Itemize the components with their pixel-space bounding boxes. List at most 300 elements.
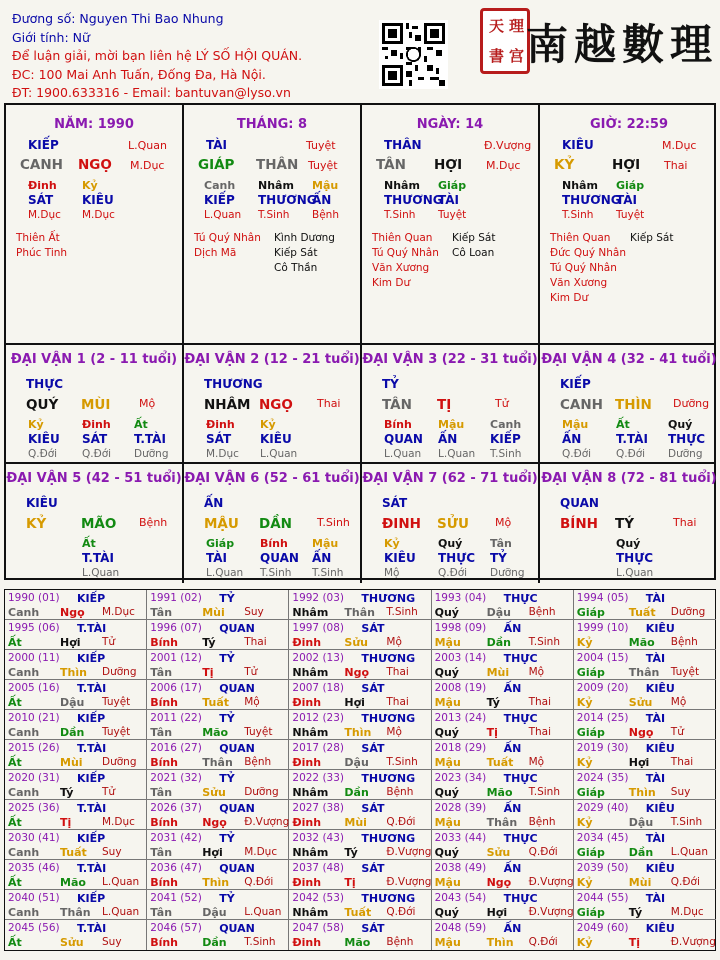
year-stage: L.Quan (670, 846, 708, 858)
dai-van-stage: Mộ (495, 516, 512, 529)
hidden-stem: Quý (616, 537, 641, 550)
year-stem: Quý (434, 726, 459, 739)
year-ten-god: KIẾP (77, 832, 106, 845)
year-cell (574, 740, 716, 770)
year-stem: Bính (150, 816, 179, 829)
year-branch: Thân (486, 816, 518, 829)
year-label: 2005 (16) (8, 682, 60, 694)
year-label: 2006 (17) (150, 682, 202, 694)
hidden-ten-god: T.TÀI (134, 432, 166, 446)
year-ten-god: KIẾP (77, 772, 106, 785)
year-label: 2042 (53) (292, 892, 345, 904)
year-stem: Nhâm (292, 846, 329, 859)
star-item: Tú Quý Nhân (372, 247, 439, 259)
year-stem: Mậu (434, 636, 461, 649)
year-stage: Mộ (528, 666, 545, 678)
pillar-title: NGÀY: 14 (416, 117, 484, 132)
hidden-stage: M.Dục (28, 209, 61, 221)
year-cell (432, 680, 574, 710)
year-cell (5, 890, 147, 920)
hidden-stem: Mậu (562, 418, 589, 431)
year-ten-god: SÁT (361, 922, 385, 935)
hidden-stem: Mậu (312, 179, 339, 192)
year-branch: Tị (486, 726, 498, 739)
address: ĐC: 100 Mai Anh Tuấn, Đống Đa, Hà Nội. (12, 66, 266, 82)
year-label: 2015 (26) (8, 742, 60, 754)
year-cell (289, 800, 431, 830)
year-label: 1993 (04) (434, 592, 487, 604)
year-branch: Hợi (628, 756, 650, 769)
year-cell (289, 740, 431, 770)
hidden-stage: Dưỡng (134, 448, 169, 460)
year-cell (289, 680, 431, 710)
year-label: 1997 (08) (292, 622, 345, 634)
year-stage: Suy (244, 606, 264, 618)
year-branch: Mão (486, 786, 513, 799)
pillar-title: THÁNG: 8 (236, 117, 308, 132)
dai-van-stem: BÍNH (560, 516, 598, 532)
hidden-ten-god: ẤN (312, 551, 332, 565)
hidden-ten-god: KIÊU (82, 193, 114, 207)
year-stem: Quý (434, 786, 459, 799)
year-stage: Bệnh (386, 786, 414, 798)
year-stem: Tân (150, 606, 173, 619)
year-label: 2034 (45) (576, 832, 629, 844)
hidden-stem: Kỷ (384, 537, 400, 550)
year-stage: Thai (670, 756, 694, 768)
hidden-stage: L.Quan (82, 567, 120, 579)
year-cell (147, 860, 289, 890)
year-stage: Thai (386, 696, 409, 708)
year-ten-god: THỰC (503, 712, 538, 725)
year-stage: Mộ (244, 696, 260, 708)
year-stem: Bính (150, 756, 179, 769)
star-item: Văn Xương (372, 262, 430, 274)
hidden-stage: Dưỡng (668, 448, 703, 460)
pillar-stage: Tuyệt (306, 139, 336, 152)
year-label: 2014 (25) (576, 712, 629, 724)
year-label: 2037 (48) (292, 862, 345, 874)
pillar-stem: KỶ (554, 157, 575, 173)
year-label: 2041 (52) (150, 892, 202, 904)
hidden-stage: Bệnh (312, 209, 339, 221)
dai-van-ten-god: KIẾP (560, 377, 591, 391)
year-label: 2000 (11) (8, 652, 60, 664)
hidden-stem: Ất (82, 537, 96, 550)
year-branch: Thân (628, 666, 660, 679)
hidden-stem: Quý (668, 418, 693, 431)
year-cell (574, 860, 716, 890)
hidden-stage: L.Quan (384, 448, 422, 460)
year-ten-god: T.TÀI (77, 622, 107, 635)
year-stem: Đinh (292, 636, 322, 649)
hidden-ten-god: THƯƠNG (258, 193, 317, 207)
hidden-stage: Q.Đới (562, 448, 592, 460)
year-stem: Bính (150, 876, 179, 889)
year-ten-god: QUAN (219, 802, 255, 815)
hidden-ten-god: THỰC (668, 432, 706, 446)
year-ten-god: TÀI (645, 772, 666, 785)
year-label: 2019 (30) (576, 742, 629, 754)
hidden-stem: Quý (438, 537, 463, 550)
year-cell (5, 800, 147, 830)
year-branch: Dậu (486, 606, 511, 619)
pillar-branch-stage: M.Dục (130, 159, 165, 172)
dai-van-ten-god: KIÊU (26, 496, 58, 510)
year-stem: Ất (8, 936, 22, 949)
year-ten-god: T.TÀI (77, 742, 107, 755)
hidden-ten-god: ẤN (438, 432, 458, 446)
year-branch: Hợi (202, 846, 223, 859)
year-stage: T.Sinh (386, 756, 418, 768)
year-cell (147, 680, 289, 710)
pillar-branch-stage: Thai (664, 159, 688, 172)
dai-van-stage: T.Sinh (317, 516, 350, 529)
year-stem: Đinh (292, 756, 322, 769)
year-label: 2049 (60) (576, 922, 629, 934)
year-cell (432, 770, 574, 800)
dai-van-branch: DẦN (259, 516, 292, 532)
year-stage: Dưỡng (102, 666, 137, 678)
year-stage: Suy (102, 846, 122, 858)
year-stem: Tân (150, 726, 173, 739)
year-stem: Đinh (292, 816, 322, 829)
year-branch: Mão (344, 936, 371, 949)
hidden-ten-god: KIÊU (28, 432, 60, 446)
dai-van-cell (184, 464, 362, 583)
year-branch: Ngọ (202, 816, 227, 829)
year-stage: Tử (102, 786, 116, 798)
dai-van-title: ĐẠI VẬN 2 (12 - 21 tuổi) (184, 352, 360, 367)
hidden-stem: Giáp (206, 537, 235, 550)
year-cell (432, 830, 574, 860)
year-ten-god: THƯƠNG (361, 592, 416, 605)
year-label: 2012 (23) (292, 712, 345, 724)
year-stage: L.Quan (102, 876, 140, 888)
year-stage: M.Dục (244, 846, 278, 858)
header-info (12, 10, 372, 103)
hidden-ten-god: QUAN (260, 551, 299, 565)
year-stage: T.Sinh (670, 816, 703, 828)
dai-van-ten-god: TỶ (382, 377, 399, 391)
year-label: 2018 (29) (434, 742, 487, 754)
year-ten-god: QUAN (219, 922, 255, 935)
hidden-stem: Mậu (438, 418, 465, 431)
hidden-ten-god: SÁT (82, 432, 108, 446)
year-stem: Kỷ (576, 876, 593, 889)
year-stage: Mộ (670, 696, 687, 708)
year-stem: Tân (150, 906, 173, 919)
star-item: Kiếp Sát (274, 247, 318, 259)
year-ten-god: QUAN (219, 862, 255, 875)
hidden-stage: Dưỡng (490, 567, 525, 579)
dai-van-cell (6, 464, 184, 583)
pillar-branch: HỢI (612, 157, 641, 173)
year-stage: Đ.Vượng (528, 906, 574, 918)
year-cell (147, 590, 289, 620)
year-branch: Thìn (60, 666, 87, 679)
star-item: Cô Thần (274, 262, 318, 274)
year-cell (432, 890, 574, 920)
year-ten-god: KIÊU (645, 862, 675, 875)
year-stage: Tuyệt (670, 666, 700, 678)
year-stem: Giáp (576, 726, 605, 739)
year-stage: L.Quan (102, 906, 140, 918)
year-branch: Tuất (628, 606, 656, 619)
year-stem: Quý (434, 606, 459, 619)
year-branch: Tị (202, 666, 214, 679)
year-ten-god: TỶ (219, 892, 235, 905)
hidden-stem: Đinh (28, 179, 57, 192)
year-label: 1995 (06) (8, 622, 60, 634)
star-item: Đức Quý Nhân (550, 247, 626, 259)
year-label: 2047 (58) (292, 922, 345, 934)
star-item: Kình Dương (274, 232, 335, 244)
year-label: 1996 (07) (150, 622, 202, 634)
year-stage: Thai (528, 726, 552, 738)
dai-van-cell (6, 345, 184, 464)
year-branch: Mão (202, 726, 229, 739)
year-label: 2013 (24) (434, 712, 487, 724)
star-item: Tú Quý Nhân (550, 262, 617, 274)
year-stem: Giáp (576, 906, 605, 919)
year-branch: Hợi (486, 906, 508, 919)
hidden-stage: Q.Đới (82, 448, 112, 460)
hidden-ten-god: SÁT (206, 432, 232, 446)
year-branch: Ngọ (344, 666, 370, 679)
year-ten-god: KIÊU (645, 922, 675, 935)
year-branch: Tị (60, 816, 72, 829)
year-branch: Sửu (202, 786, 226, 799)
year-stem: Giáp (576, 606, 605, 619)
star-item: Thiên Quan (372, 232, 433, 244)
year-cell (147, 830, 289, 860)
year-label: 2021 (32) (150, 772, 202, 784)
star-item: Văn Xương (550, 277, 608, 289)
year-branch: Sửu (628, 696, 653, 709)
dai-van-title: ĐẠI VẬN 4 (32 - 41 tuổi) (541, 352, 717, 367)
year-label: 2024 (35) (576, 772, 629, 784)
year-label: 2009 (20) (576, 682, 629, 694)
year-stem: Ất (8, 636, 22, 649)
year-ten-god: TÀI (645, 592, 666, 605)
hidden-stage: T.Sinh (312, 567, 344, 579)
year-stage: Đ.Vượng (244, 816, 290, 828)
year-label: 2044 (55) (576, 892, 629, 904)
year-cell (289, 890, 431, 920)
pillar-branch: HỢI (434, 157, 463, 173)
year-cell (574, 770, 716, 800)
year-ten-god: TÀI (645, 832, 666, 845)
year-branch: Thìn (344, 726, 372, 739)
dai-van-stem: NHÂM (204, 397, 251, 413)
dai-van-ten-god: ẤN (204, 496, 224, 510)
star-item: Kim Dư (550, 292, 589, 304)
year-cell (147, 710, 289, 740)
annual-luck-table (4, 589, 716, 951)
hidden-stem: Bính (384, 418, 412, 431)
year-stage: Tuyệt (102, 726, 131, 738)
year-ten-god: ẤN (503, 802, 522, 815)
year-stem: Canh (8, 906, 40, 919)
year-stem: Tân (150, 666, 173, 679)
year-ten-god: ẤN (503, 922, 522, 935)
dai-van-stem: CANH (560, 397, 603, 413)
hidden-stage: T.Sinh (260, 567, 292, 579)
hidden-stem: Nhâm (258, 179, 294, 192)
year-ten-god: THỰC (503, 592, 538, 605)
year-cell (5, 860, 147, 890)
year-stem: Ất (8, 696, 22, 709)
hidden-stem: Ất (616, 418, 630, 431)
year-branch: Dần (60, 726, 85, 739)
year-cell (432, 620, 574, 650)
dai-van-branch: SỬU (437, 516, 469, 532)
year-branch: Mùi (344, 816, 367, 829)
year-label: 2027 (38) (292, 802, 345, 814)
year-ten-god: THƯƠNG (361, 892, 416, 905)
year-label: 2008 (19) (434, 682, 487, 694)
year-label: 2043 (54) (434, 892, 487, 904)
star-item: Phúc Tinh (16, 247, 68, 259)
hidden-stage: M.Dục (206, 448, 239, 460)
year-label: 2001 (12) (150, 652, 202, 664)
year-stage: Bệnh (528, 816, 556, 828)
year-branch: Mùi (202, 606, 225, 619)
year-branch: Thân (202, 756, 233, 769)
year-stage: T.Sinh (528, 636, 560, 648)
pillar-column (184, 105, 362, 343)
year-label: 1998 (09) (434, 622, 487, 634)
year-label: 1992 (03) (292, 592, 345, 604)
year-ten-god: QUAN (219, 742, 255, 755)
year-stem: Canh (8, 786, 40, 799)
year-cell (5, 650, 147, 680)
year-label: 1991 (02) (150, 592, 202, 604)
hidden-stage: L.Quan (616, 567, 654, 579)
contact-note: Để luận giải, mời bạn liên hệ LÝ SỐ HỘI QUÁN. (12, 48, 303, 63)
dai-van-stem: ĐINH (382, 516, 421, 532)
pillar-ten-god: TÀI (206, 138, 228, 152)
year-stem: Nhâm (292, 666, 329, 679)
year-stem: Nhâm (292, 906, 329, 919)
year-label: 2030 (41) (8, 832, 60, 844)
dai-van-title: ĐẠI VẬN 3 (22 - 31 tuổi) (362, 352, 538, 367)
pillar-title: GIỜ: 22:59 (590, 117, 668, 132)
star-item: Kim Dư (372, 277, 411, 289)
year-label: 2004 (15) (576, 652, 629, 664)
year-stage: T.Sinh (528, 786, 560, 798)
year-ten-god: KIÊU (645, 622, 675, 635)
year-stem: Mậu (434, 756, 461, 769)
pillar-stage: L.Quan (128, 139, 167, 152)
dai-van-branch: NGỌ (259, 397, 293, 413)
pillar-stem: TÂN (376, 157, 406, 173)
year-label: 2040 (51) (8, 892, 60, 904)
hidden-stage: L.Quan (438, 448, 476, 460)
year-label: 2031 (42) (150, 832, 202, 844)
year-branch: Ngọ (628, 726, 654, 739)
year-ten-god: SÁT (361, 622, 385, 635)
year-label: 2036 (47) (150, 862, 202, 874)
year-branch: Ngọ (60, 606, 85, 619)
dai-van-title: ĐẠI VẬN 7 (62 - 71 tuổi) (362, 471, 538, 486)
hidden-stage: Q.Đới (616, 448, 646, 460)
dai-van-title: ĐẠI VẬN 6 (52 - 61 tuổi) (184, 471, 360, 486)
year-label: 2016 (27) (150, 742, 202, 754)
year-stem: Quý (434, 906, 459, 919)
year-stage: Đ.Vượng (386, 846, 432, 858)
dai-van-stage: Mộ (139, 397, 156, 410)
hidden-ten-god: QUAN (384, 432, 423, 446)
year-cell (5, 680, 147, 710)
year-branch: Thìn (628, 786, 656, 799)
year-cell (574, 620, 716, 650)
hidden-ten-god: KIẾP (490, 432, 521, 446)
pillar-branch-stage: Tuyệt (308, 159, 338, 172)
year-ten-god: KIÊU (645, 682, 675, 695)
year-cell (147, 920, 289, 950)
year-cell (289, 830, 431, 860)
year-branch: Sửu (486, 846, 511, 859)
hidden-ten-god: T.TÀI (82, 551, 114, 565)
dai-van-branch: TỊ (437, 397, 452, 413)
hidden-ten-god: TÀI (438, 193, 460, 207)
year-stem: Giáp (576, 666, 605, 679)
pillar-title: NĂM: 1990 (54, 117, 134, 132)
year-label: 2022 (33) (292, 772, 345, 784)
hidden-ten-god: SÁT (28, 193, 54, 207)
year-stage: M.Dục (102, 816, 135, 828)
year-ten-god: T.TÀI (77, 682, 107, 695)
hidden-stem: Đinh (206, 418, 235, 431)
year-cell (147, 650, 289, 680)
hidden-ten-god: KIÊU (384, 551, 416, 565)
year-stage: Thai (386, 666, 409, 678)
year-stage: Bệnh (386, 936, 414, 948)
year-stem: Canh (8, 606, 40, 619)
year-ten-god: TÀI (645, 652, 666, 665)
year-ten-god: KIẾP (77, 712, 106, 725)
year-cell (5, 620, 147, 650)
year-stem: Ất (8, 876, 22, 889)
year-branch: Thìn (202, 876, 230, 889)
year-stem: Mậu (434, 936, 461, 949)
pillar-stage: M.Dục (662, 139, 697, 152)
year-ten-god: TỶ (219, 592, 235, 605)
year-ten-god: THỰC (503, 892, 538, 905)
hidden-stem: Bính (260, 537, 288, 550)
dai-van-stage: Bệnh (139, 516, 168, 529)
year-cell (289, 710, 431, 740)
year-ten-god: THƯƠNG (361, 772, 416, 785)
star-item: Kiếp Sát (630, 232, 674, 244)
pillar-column (362, 105, 540, 343)
dai-van-stage: Tử (495, 397, 509, 410)
year-stage: T.Sinh (386, 606, 418, 618)
year-cell (5, 710, 147, 740)
year-stem: Đinh (292, 936, 322, 949)
year-cell (5, 920, 147, 950)
hidden-stage: L.Quan (260, 448, 298, 460)
year-label: 2032 (43) (292, 832, 345, 844)
year-label: 2025 (36) (8, 802, 60, 814)
star-item: Tú Quý Nhân (194, 232, 261, 244)
year-cell (574, 650, 716, 680)
dai-van-stem: QUÝ (26, 397, 59, 413)
hidden-stage: Tuyệt (438, 209, 467, 221)
year-stage: Q.Đới (244, 876, 274, 888)
